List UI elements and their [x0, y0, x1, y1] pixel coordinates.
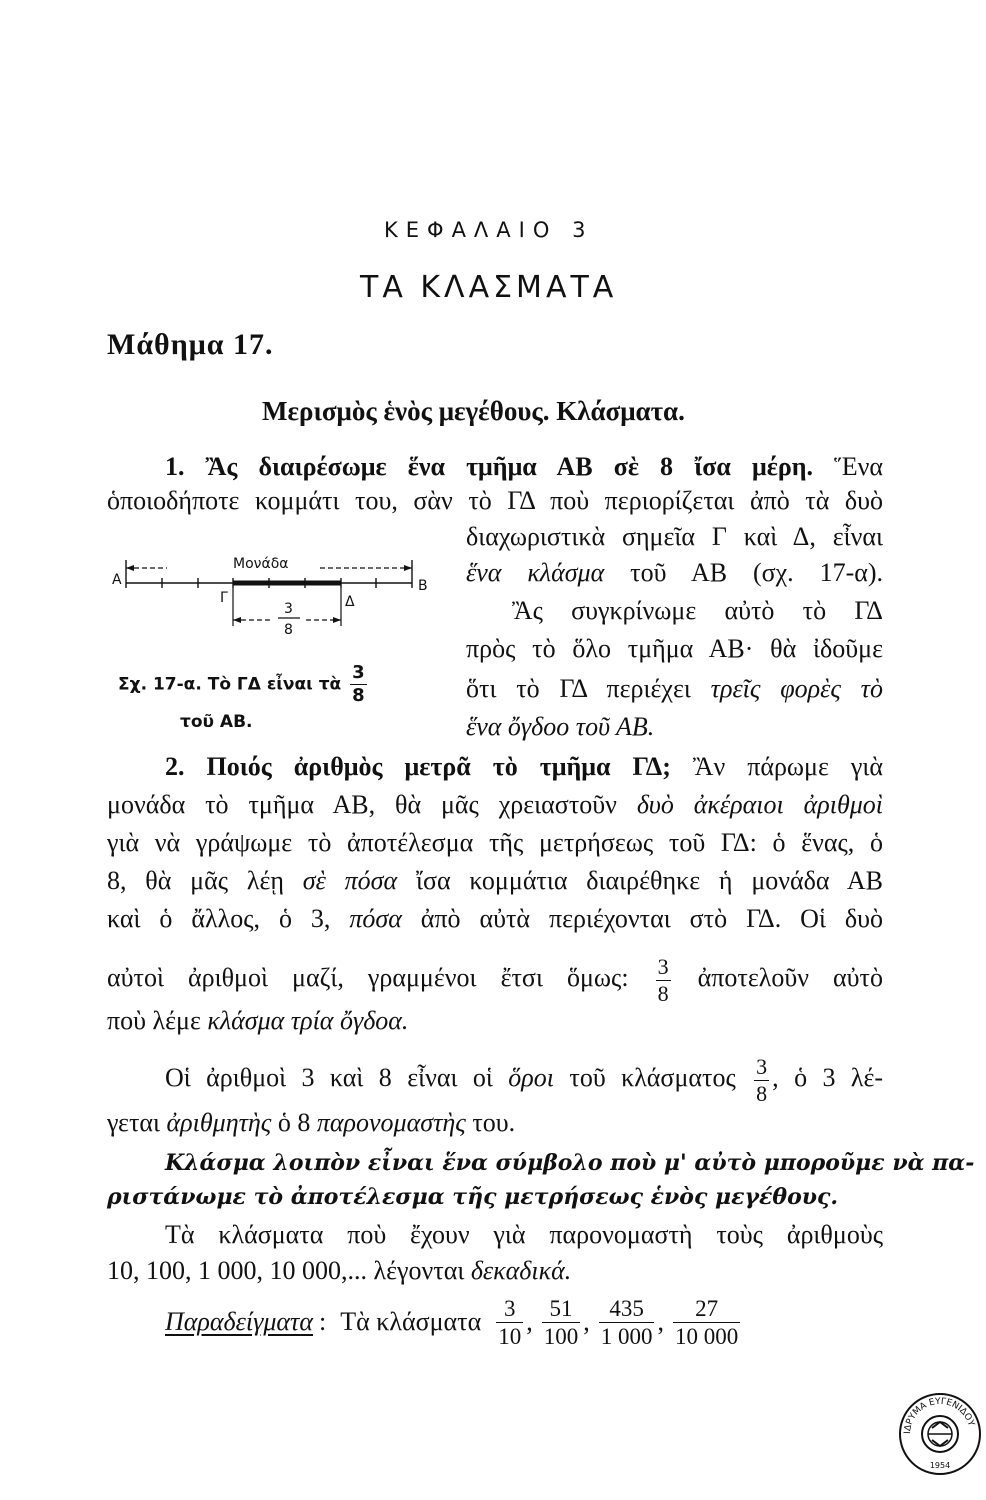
para2-line5: καὶ ὁ ἄλλος, ὁ 3, πόσα ἀπὸ αὐτὰ περιέχονται στὸ ΓΔ. Οἱ δυὸ — [107, 904, 884, 933]
para1-line3: διαχωριστικὰ σημεῖα Γ καὶ Δ, εἶναι — [466, 522, 883, 551]
example-fraction-1: $\frac{3}{10}$ — [498, 1295, 522, 1349]
definition-line2: ριστάνωμε τὸ ἀποτέλεσμα τῆς μετρήσεως ἑνὸς μεγέθους. — [107, 1184, 839, 1210]
caption-fraction: $\frac{3}{8}$ — [352, 662, 365, 706]
example-fraction-3: $\frac{435}{1 000}$ — [600, 1295, 653, 1349]
para2-bold-text: Ποιός ἀριθμὸς μετρᾶ τὸ τμῆμα ΓΔ; — [206, 752, 671, 781]
terms-fraction: $\frac{3}{8}$ — [756, 1053, 768, 1106]
para4-line1: Τὰ κλάσματα ποὺ ἔχουν γιὰ παρονομαστὴ τοὺς ἀριθμοὺς — [165, 1220, 883, 1249]
para2-line6: αὐτοὶ ἀριθμοὶ μαζί, γραμμένοι ἔτσι ὅμως: $\frac{3}{8}$ ἀποτελοῦν αὐτὸ — [107, 953, 883, 1006]
para2-line3: γιὰ νὰ γράψωμε τὸ ἀποτέλεσμα τῆς μετρήσεως τοῦ ΓΔ: ὁ ἕνας, ὁ — [107, 828, 883, 857]
para1-bold-text: Ἂς διαιρέσωμε ἕνα τμῆμα ΑΒ σὲ 8 ἴσα μέρη. — [205, 452, 814, 481]
definition-line1: Κλάσμα λοιπὸν εἶναι ἕνα σύμβολο ποὺ μ' αὐτὸ μποροῦμε νὰ πα- — [165, 1150, 975, 1176]
fig-frac-den: 8 — [284, 622, 293, 638]
para2-line2: μονάδα τὸ τμῆμα ΑΒ, θὰ μᾶς χρειαστοῦν δυὸ ἀκέραιοι ἀριθμοὶ — [107, 790, 884, 819]
para2-line1: 2. Ποιός ἀριθμὸς μετρᾶ τὸ τμῆμα ΓΔ; Ἂν πάρωμε γιὰ — [165, 752, 884, 781]
lesson-number: Μάθημα 17. — [107, 328, 274, 361]
stamp-year: 1954 — [929, 1461, 951, 1470]
para1-line2: ὁποιοδήποτε κομμάτι του, σὰν τὸ ΓΔ ποὺ περιορίζεται ἀπὸ τὰ δυὸ — [107, 486, 883, 515]
examples-label: Παραδείγματα — [165, 1307, 314, 1336]
unit-label: Μονάδα — [230, 556, 292, 572]
label-D: Δ — [345, 594, 355, 610]
stamp-seal-icon — [898, 1392, 982, 1476]
para1-line5: Ἂς συγκρίνωμε αὐτὸ τὸ ΓΔ — [512, 596, 883, 625]
figure-17a — [112, 552, 452, 652]
example-fraction-4: $\frac{27}{10 000}$ — [674, 1295, 739, 1349]
para3-line2: γεται ἀριθμητὴς ὁ 8 παρονομαστὴς του. — [107, 1108, 516, 1137]
label-G: Γ — [220, 590, 228, 606]
figure-caption-line2: τοῦ ΑΒ. — [180, 712, 253, 732]
para1-line1: 1. Ἂς διαιρέσωμε ἕνα τμῆμα ΑΒ σὲ 8 ἴσα μέρη. Ἕνα — [165, 452, 884, 481]
para1-line8: ἕνα ὄγδοο τοῦ ΑΒ. — [466, 712, 655, 741]
label-B: Β — [418, 578, 428, 594]
stamp-text: ΙΔΡΥΜΑ ΕΥΓΕΝΙΔΟΥ — [902, 1396, 976, 1435]
para3-line1: Οἱ ἀριθμοὶ 3 καὶ 8 εἶναι οἱ ὅροι τοῦ κλάσματος $\frac{3}{8}$ , ὁ 3 λέ- — [165, 1053, 884, 1106]
inline-fraction-3-8: $\frac{3}{8}$ — [657, 953, 669, 1006]
para1-line4: ἕνα κλάσμα τοῦ ΑΒ (σχ. 17-α). — [466, 558, 884, 587]
section-heading: Μερισμὸς ἑνὸς μεγέθους. Κλάσματα. — [262, 396, 685, 426]
fig-frac-num: 3 — [284, 601, 293, 617]
foundation-stamp — [898, 1392, 982, 1476]
chapter-title: ΤΑ ΚΛΑΣΜΑΤΑ — [360, 270, 618, 305]
para1-line6: πρὸς τὸ ὅλο τμῆμα ΑΒ· θὰ ἰδοῦμε — [466, 634, 883, 663]
para1-line7: ὅτι τὸ ΓΔ περιέχει τρεῖς φορὲς τὸ — [466, 674, 883, 703]
para2-line4: 8, θὰ μᾶς λέῃ σὲ πόσα ἴσα κομμάτια διαιρέθηκε ἡ μονάδα ΑΒ — [107, 866, 884, 895]
label-A: Α — [112, 572, 122, 588]
para4-line2: 10, 100, 1 000, 10 000,... λέγονται δεκαδικά. — [107, 1256, 572, 1285]
examples-line: Παραδείγματα : Τὰ κλάσματα $\frac{3}{10}$ , $\frac{51}{100}$ , $\frac{435}{1 000}$ , $\frac{27}{10 000}$ — [165, 1290, 743, 1354]
para2-line7: ποὺ λέμε κλάσμα τρία ὄγδοα. — [107, 1006, 409, 1035]
example-fraction-2: $\frac{51}{100}$ — [543, 1295, 579, 1349]
chapter-label: ΚΕΦΑΛΑΙΟ 3 — [384, 218, 594, 242]
figure-caption: Σχ. 17-α. Τὸ ΓΔ εἶναι τὰ $\frac{3}{8}$ — [118, 662, 365, 706]
